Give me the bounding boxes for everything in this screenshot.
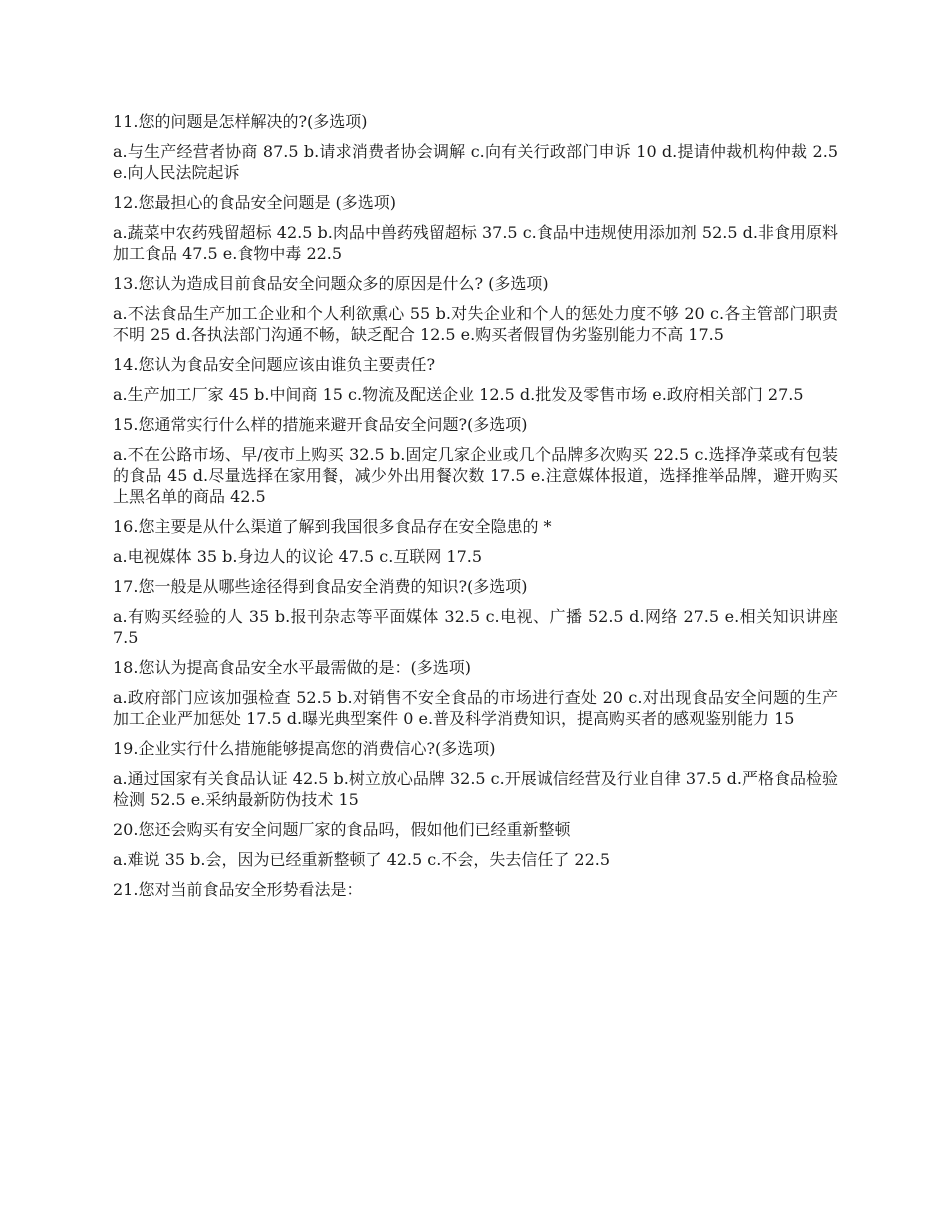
question-20: 20.您还会购买有安全问题厂家的食品吗，假如他们已经重新整顿 [113, 820, 571, 839]
question-14: 14.您认为食品安全问题应该由谁负主要责任? [113, 355, 436, 374]
document-body [113, 111, 838, 909]
question-16: 16.您主要是从什么渠道了解到我国很多食品存在安全隐患的 * [113, 517, 552, 536]
answer-19: a.通过国家有关食品认证 42.5 b.树立放心品牌 32.5 c.开展诚信经营及行业自律 37.5 d.严格食品检验检测 52.5 e.采纳最新防伪技术 15 [113, 769, 838, 809]
answer-16: a.电视媒体 35 b.身边人的议论 47.5 c.互联网 17.5 [113, 547, 483, 566]
question-17: 17.您一般是从哪些途径得到食品安全消费的知识?(多选项) [113, 577, 528, 596]
answer-18: a.政府部门应该加强检查 52.5 b.对销售不安全食品的市场进行查处 20 c.对出现食品安全问题的生产加工企业严加惩处 17.5 d.曝光典型案件 0 e.普及科学消费知识，提高购买者的感观鉴别能力 15 [113, 688, 838, 728]
question-11: 11.您的问题是怎样解决的?(多选项) [113, 112, 368, 131]
answer-15: a.不在公路市场、早/夜市上购买 32.5 b.固定几家企业或几个品牌多次购买 22.5 c.选择净菜或有包装的食品 45 d.尽量选择在家用餐，减少外出用餐次数 17.5 e.注意媒体报道，选择推举品牌，避开购买上黑名单的商品 42.5 [113, 445, 838, 506]
answer-14: a.生产加工厂家 45 b.中间商 15 c.物流及配送企业 12.5 d.批发及零售市场 e.政府相关部门 27.5 [113, 385, 804, 404]
answer-20: a.难说 35 b.会，因为已经重新整顿了 42.5 c.不会，失去信任了 22.5 [113, 850, 611, 869]
question-13: 13.您认为造成目前食品安全问题众多的原因是什么? (多选项) [113, 274, 549, 293]
answer-11: a.与生产经营者协商 87.5 b.请求消费者协会调解 c.向有关行政部门申诉 10 d.提请仲裁机构仲裁 2.5 e.向人民法院起诉 [113, 142, 838, 182]
question-19: 19.企业实行什么措施能够提高您的消费信心?(多选项) [113, 739, 496, 758]
answer-13: a.不法食品生产加工企业和个人利欲熏心 55 b.对失企业和个人的惩处力度不够 20 c.各主管部门职责不明 25 d.各执法部门沟通不畅，缺乏配合 12.5 e.购买者假冒伪劣鉴别能力不高 17.5 [113, 304, 838, 344]
question-12: 12.您最担心的食品安全问题是 (多选项) [113, 193, 397, 212]
question-18: 18.您认为提高食品安全水平最需做的是：(多选项) [113, 658, 471, 677]
answer-12: a.蔬菜中农药残留超标 42.5 b.肉品中兽药残留超标 37.5 c.食品中违规使用添加剂 52.5 d.非食用原料加工食品 47.5 e.食物中毒 22.5 [113, 223, 838, 263]
answer-17: a.有购买经验的人 35 b.报刊杂志等平面媒体 32.5 c.电视、广播 52.5 d.网络 27.5 e.相关知识讲座 7.5 [113, 607, 838, 647]
question-15: 15.您通常实行什么样的措施来避开食品安全问题?(多选项) [113, 415, 528, 434]
question-21: 21.您对当前食品安全形势看法是： [113, 880, 363, 899]
